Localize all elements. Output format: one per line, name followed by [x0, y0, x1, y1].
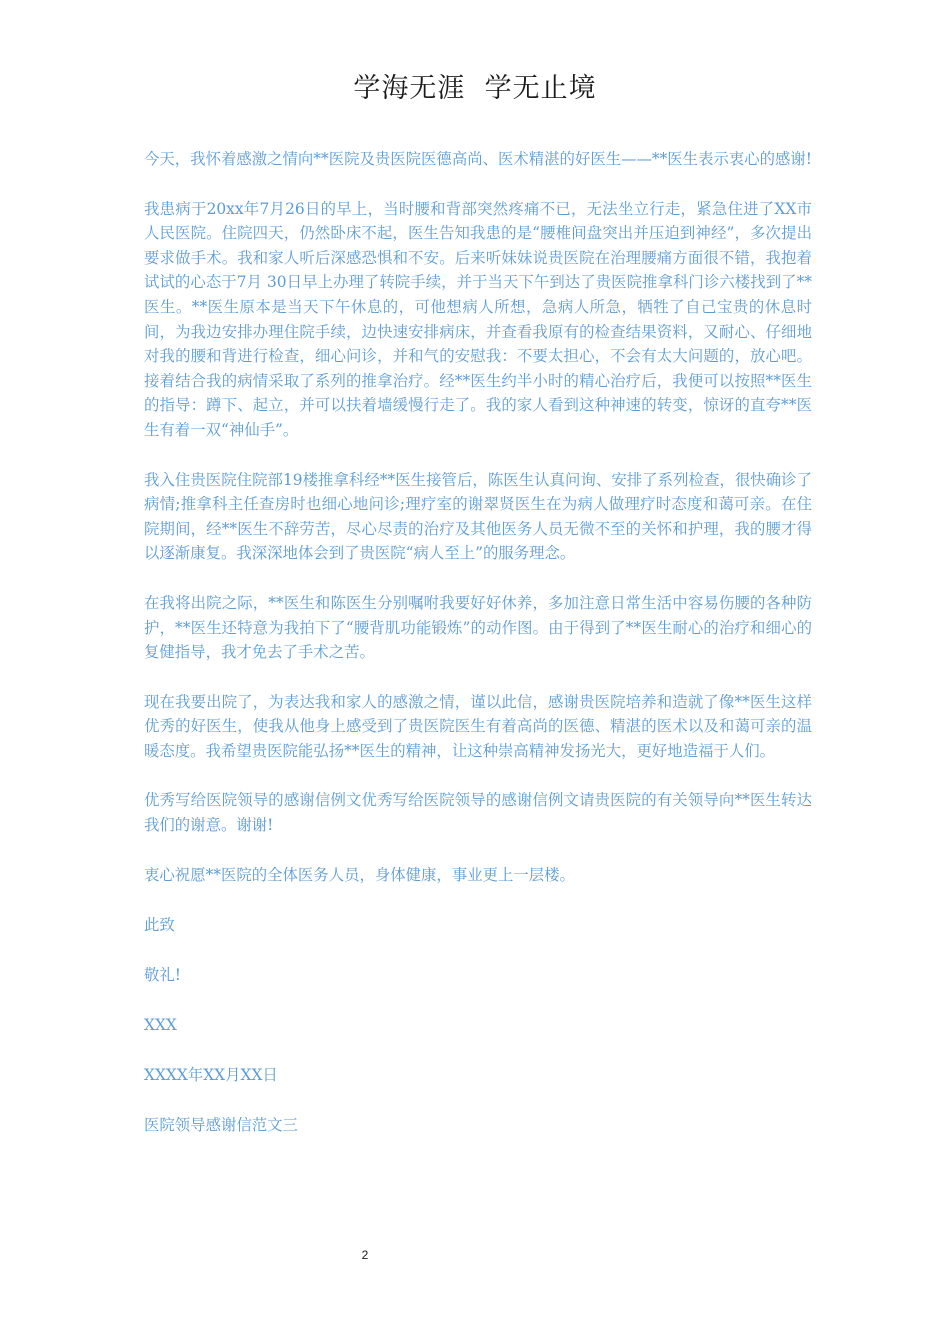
- signature-name: XXX: [144, 1015, 177, 1034]
- next-section-title: 医院领导感谢信范文三: [144, 1116, 298, 1135]
- paragraph-illness-story: 我患病于20xx年7月26日的早上，当时腰和背部突然疼痛不已，无法坐立行走，紧急住进了XX市人民医院。住院四天，仍然卧床不起，医生告知我患的是“腰椎间盘突出并压迫到神经”，多次提出要求做手术。我和家人听后深感恐惧和不安。后来听妹妹说贵医院在治理腰痛方面很不错，我抱着试试的心态于7月 30日早上办理了转院手续，并于当天下午到达了贵医院推拿科门诊六楼找到了**医生。**医生原本是当天下午休息的，可他想病人所想，急病人所急，牺牲了自己宝贵的休息时间，为我边安排办理住院手续，边快速安排病床，并查看我原有的检查结果资料，又耐心、仔细地对我的腰和背进行检查，细心问诊，并和气的安慰我：不要太担心，不会有太大问题的，放心吧。接着结合我的病情采取了系列的推拿治疗。经**医生约半小时的精心治疗后，我便可以按照**医生的指导：蹲下、起立，并可以扶着墙缓慢行走了。我的家人看到这种神速的转变，惊讶的直夸**医生有着一双“神仙手”。: [144, 199, 812, 439]
- closing-respect: 敬礼!: [144, 965, 181, 984]
- page-number: 2: [361, 1248, 369, 1262]
- paragraph-wishes: 衷心祝愿**医院的全体医务人员，身体健康，事业更上一层楼。: [144, 865, 575, 884]
- paragraph-opening: 今天，我怀着感激之情向**医院及贵医院医德高尚、医术精湛的好医生——**医生表示衷心的感谢!: [144, 150, 812, 168]
- paragraph-gratitude: 现在我要出院了，为表达我和家人的感激之情，谨以此信，感谢贵医院培养和造就了像**医生这样优秀的好医生，使我从他身上感受到了贵医院医生有着高尚的医德、精湛的医术以及和蔼可亲的温暖态度。我希望贵医院能弘扬**医生的精神，让这种崇高精神发扬光大，更好地造福于人们。: [144, 692, 812, 760]
- closing-salutation: 此致: [144, 915, 175, 934]
- paragraph-request-thanks: 优秀写给医院领导的感谢信例文优秀写给医院领导的感谢信例文请贵医院的有关领导向**医生转达我们的谢意。谢谢!: [144, 791, 812, 835]
- letter-body: [144, 147, 812, 1163]
- paragraph-hospital-stay: 我入住贵医院住院部19楼推拿科经**医生接管后，陈医生认真问询、安排了系列检查，很快确诊了病情;推拿科主任查房时也细心地问诊;理疗室的谢翠贤医生在为病人做理疗时态度和蔼可亲。在住院期间，经**医生不辞劳苦，尽心尽责的治疗及其他医务人员无微不至的关怀和护理，我的腰才得以逐渐康复。我深深地体会到了贵医院“病人至上”的服务理念。: [144, 470, 812, 563]
- signature-date: XXXX年XX月XX日: [144, 1066, 278, 1085]
- page-header-title: 学海无涯 学无止境: [353, 73, 597, 104]
- paragraph-discharge-advice: 在我将出院之际，**医生和陈医生分别嘱咐我要好好休养，多加注意日常生活中容易伤腰的各种防护，**医生还特意为我拍下了“腰背肌功能锻炼”的动作图。由于得到了**医生耐心的治疗和细心的复健指导，我才免去了手术之苦。: [144, 593, 812, 662]
